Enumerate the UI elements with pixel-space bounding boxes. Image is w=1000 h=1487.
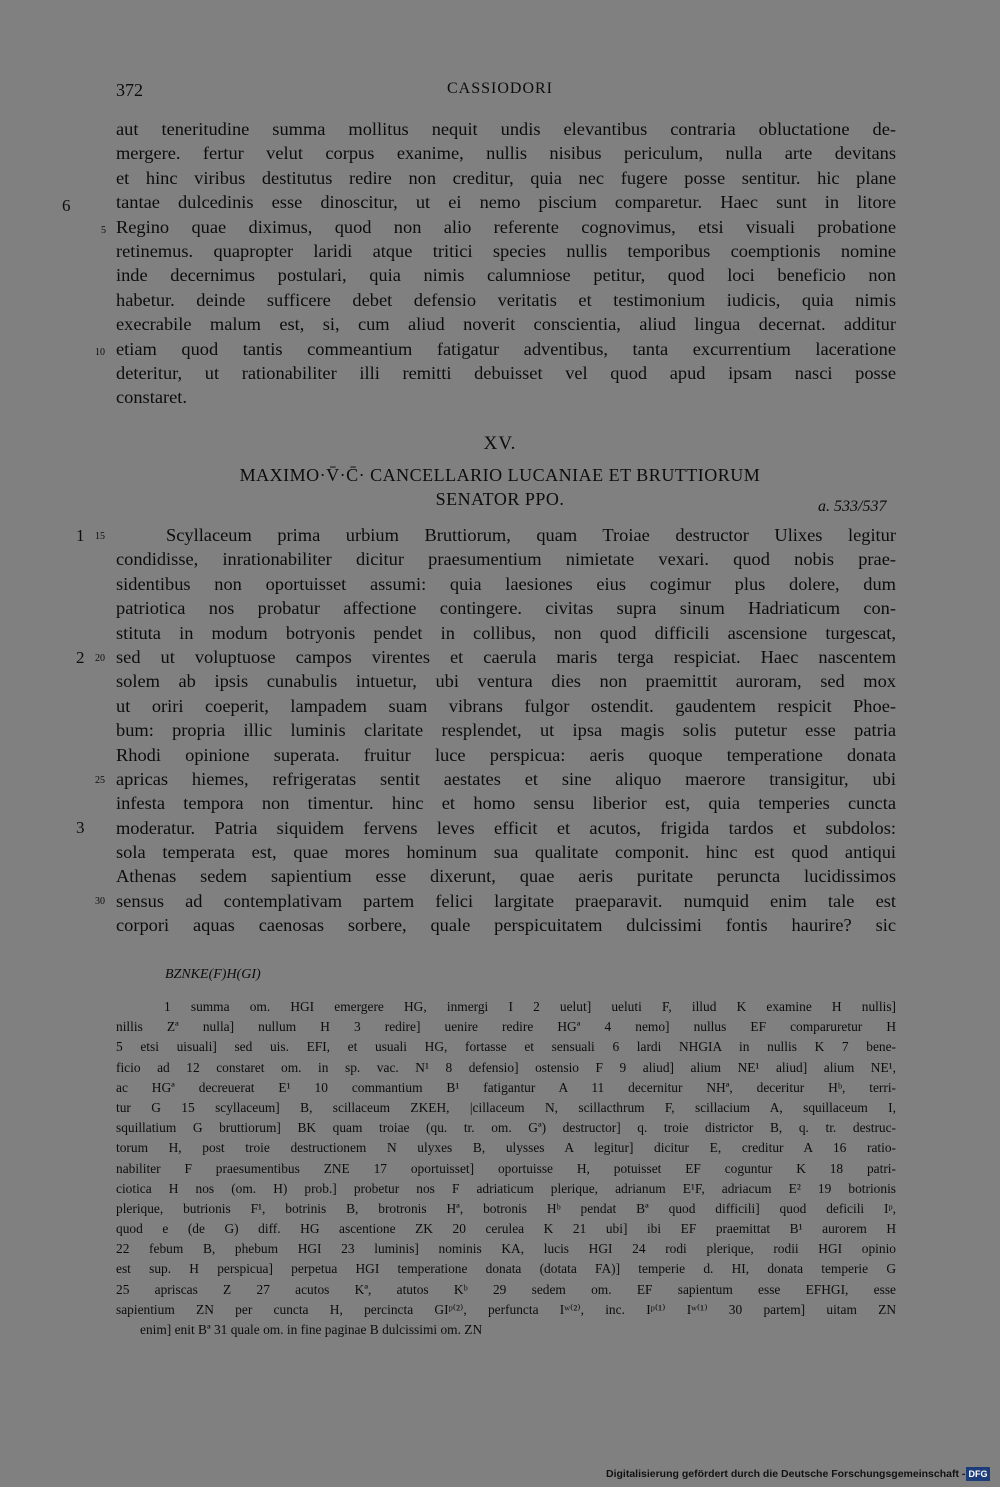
text-line: bum: propria illic luminis claritate resplendet, ut ipsa magis solis putetur esse patria xyxy=(116,720,896,741)
text-line: corpori aquas caenosas sorbere, quale perspicuitatem dulcissimi fontis haurire? sic xyxy=(116,915,896,936)
text-line: et hinc viribus destitutus redire non creditur, quia nec fugere posse sentitur. hic plane xyxy=(116,167,896,188)
text-line: moderatur. Patria siquidem fervens leves efficit et acutos, frigida tardos et subdolos: xyxy=(116,817,896,838)
apparatus-line: ficio ad 12 constaret om. in sp. vac. N¹ 8 defensio] ostensio F 9 aliud] alium NE¹ aliud] alium NE¹, xyxy=(116,1059,896,1075)
apparatus-line: nabiliter F praesumentibus ZNE 17 oportuisset] oportuisse H, potuisset EF coguntur K 18 patri- xyxy=(116,1160,896,1176)
text-line: sola temperata est, quae mores hominum sua qualitate componit. hinc est quod antiqui xyxy=(116,842,896,863)
dfg-logo-icon: DFG xyxy=(966,1467,990,1481)
text-line: solem ab ipsis cunabulis intuetur, ubi ventura dies non praemittit auroram, sed mox xyxy=(116,671,896,692)
text-line: sed ut voluptuose campos virentes et caerula maris terga respiciat. Haec nascentem xyxy=(116,646,896,667)
text-line: etiam quod tantis commeantium fatigatur adventibus, tanta excurrentium laceratione xyxy=(116,338,896,359)
text-line: constaret. xyxy=(116,387,187,408)
apparatus-line: 22 febum B, phebum HGI 23 luminis] nominis KA, lucis HGI 24 rodi plerique, rodii HGI opinio xyxy=(116,1241,896,1257)
apparatus-line: sapientium ZN per cuncta H, percincta GIᵖ⁽²⁾, perfuncta Iʷ⁽²⁾, inc. Iᵖ⁽¹⁾ Iʷ⁽¹⁾ 30 partem] uitam ZN xyxy=(116,1301,896,1317)
apparatus-line: quod e (de G) diff. HG ascentione ZK 20 cerulea K 21 ubi] ibi EF praemittat B¹ aurorem H xyxy=(116,1221,896,1237)
apparatus-sigla: BZNKE(F)H(GI) xyxy=(165,967,261,982)
text-line: execrabile malum est, si, cum aliud noverit conscientia, aliud lingua decernat. additur xyxy=(116,314,896,335)
text-line: Rhodi opinione superata. fruitur luce perspicua: aeris quoque temperatione donata xyxy=(116,744,896,765)
apparatus-line: ac HGª decreuerat E¹ 10 commantium B¹ fatigantur A 11 decernitur NHª, deceritur Hᵇ, terri- xyxy=(116,1079,896,1095)
apparatus-line: 1 summa om. HGI emergere HG, inmergi I 2 uelut] ueluti F, illud K examine H nullis] xyxy=(164,999,896,1014)
digitization-credit: Digitalisierung gefördert durch die Deutsche Forschungsgemeinschaft - xyxy=(606,1468,966,1480)
margin-line-number: 30 xyxy=(95,896,105,907)
apparatus-line: torum H, post troie destructionem N ulyxes B, ulysses A legitur] dicitur E, creditur A 16 ratio- xyxy=(116,1140,896,1156)
apparatus-line: 5 etsi uisuali] sed uis. EFI, et usuali HG, fortasse et sensuali 6 lardi NHGIA in nullis K 7 bene- xyxy=(116,1039,896,1055)
text-line: Scyllaceum prima urbium Bruttiorum, quam Troiae destructor Ulixes legitur xyxy=(166,525,896,545)
text-line: ut oriri coeperit, lampadem suam vibrans fulgor ostendit. gaudentem respicit Phoe- xyxy=(116,695,896,716)
margin-paragraph-number: 2 xyxy=(76,648,85,667)
text-line: inde decernimus postulari, quia nimis calumniose petitur, quod loci beneficio non xyxy=(116,265,896,286)
text-line: condidisse, inrationabiliter dicitur praesumentium nimietate vexari. quod nobis prae- xyxy=(116,549,896,570)
text-line: sensus ad contemplativam partem felici largitate praeparavit. numquid enim tale est xyxy=(116,890,896,911)
body-text-section1 xyxy=(116,117,896,410)
apparatus-line: ciotica H nos (om. H) prob.] probetur nos F adriaticum plerique, adrianum E¹F, adriacum E² 19 botrionis xyxy=(116,1180,896,1196)
text-line: deteritur, ut rationabiliter illi remitti debuisset vel quod apud ipsam nasci posse xyxy=(116,362,896,383)
text-line: tantae dulcedinis esse dinoscitur, ut ei nemo piscium comparetur. Haec sunt in litore xyxy=(116,192,896,213)
margin-line-number: 10 xyxy=(95,347,105,358)
text-line: mergere. fertur velut corpus exanime, nullis nisibus periculum, nulla arte devitans xyxy=(116,143,896,164)
text-line: Regino quae diximus, quod non alio referente cognovimus, etsi visuali probatione xyxy=(116,216,896,237)
text-line: Athenas sedem sapientium esse dixerunt, quae aeris puritate peruncta lucidissimos xyxy=(116,866,896,887)
margin-line-number: 20 xyxy=(95,653,105,664)
date-annotation: a. 533/537 xyxy=(818,498,887,515)
text-line: apricas hiemes, refrigeratas sentit aestates et sine aliquo maerore transigitur, ubi xyxy=(116,768,896,789)
apparatus-line: enim] enit Bª 31 quale om. in fine paginae B dulcissimi om. ZN xyxy=(140,1322,483,1337)
text-line: stituta in modum botryonis pendet in collibus, non quod difficili ascensione turgescat, xyxy=(116,622,896,643)
text-line: aut teneritudine summa mollitus nequit undis elevantibus contraria obluctatione de- xyxy=(116,119,896,139)
section-number: XV. xyxy=(483,433,517,454)
margin-paragraph-number: 3 xyxy=(76,818,85,837)
margin-paragraph-number: 6 xyxy=(62,196,71,215)
body-text-section2 xyxy=(116,523,896,938)
apparatus-line: squillatium G bruttiorum] BK quam troiae (qu. tr. om. Gª) destructor] q. troie districtor B, q. tr. destruc- xyxy=(116,1120,896,1136)
margin-line-number: 15 xyxy=(95,531,105,542)
section-heading: MAXIMO·V̄·C̄· CANCELLARIO LUCANIAE ET BRUTTIORUM xyxy=(239,465,761,485)
text-line: habetur. deinde sufficere debet defensio veritatis et testimonium iudicis, quia nimis xyxy=(116,289,896,310)
text-line: patriotica nos probatur affectione contingere. civitas supra sinum Hadriaticum con- xyxy=(116,598,896,619)
critical-apparatus xyxy=(116,997,896,1340)
margin-paragraph-number: 1 xyxy=(76,526,85,545)
page-number: 372 xyxy=(116,80,143,100)
apparatus-line: nillis Zª nulla] nullum H 3 redire] uenire redire HGª 4 nemo] nullus EF comparuretur H xyxy=(116,1019,896,1035)
apparatus-line: est sup. H perspicua] perpetua HGI temperatione donata (dotata FA)] temperie d. HI, donata temperie G xyxy=(116,1261,896,1277)
text-line: sidentibus non oportuisset assumi: quia laesiones eius cogimur plus dolere, dum xyxy=(116,573,896,594)
text-line: retinemus. quapropter laridi atque tritici species nullis temporibus coemptionis nomine xyxy=(116,240,896,261)
margin-line-number: 5 xyxy=(101,225,106,236)
apparatus-line: plerique, butrionis F¹, botrinis B, brotronis Hª, botronis Hᵇ pendat Bª quod difficili] quod deficili Iᵖ, xyxy=(116,1200,896,1216)
margin-line-number: 25 xyxy=(95,775,105,786)
apparatus-line: 25 apriscas Z 27 acutos Kª, atutos Kᵇ 29 sedem om. EF sapientum esse EFHGI, esse xyxy=(116,1281,896,1297)
text-line: infesta tempora non timentur. hinc et homo sensu liberior est, quia temperies cuncta xyxy=(116,793,896,814)
running-title: CASSIODORI xyxy=(446,80,553,97)
section-heading-sender: SENATOR PPO. xyxy=(435,489,565,509)
apparatus-line: tur G 15 scyllaceum] B, scillaceum ZKEH, |cillaceum N, scillacthrum F, scillacium A, squillaceum I, xyxy=(116,1099,896,1115)
